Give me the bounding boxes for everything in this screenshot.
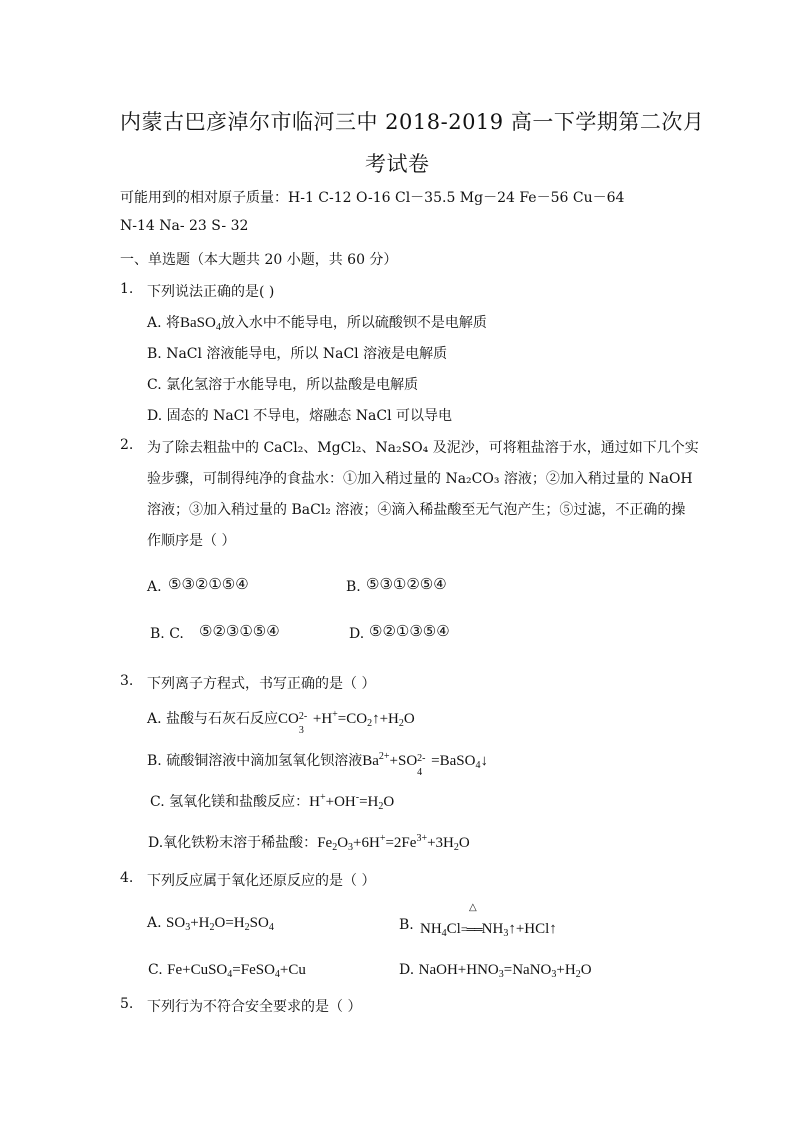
q1-option-a [147,312,487,332]
q3-option-a-label: A. 盐酸与石灰石反应 [147,711,279,727]
q3-option-c-label: C. 氢氧化镁和盐酸反应： [150,794,310,810]
q3-option-b-equation: $Ba^{2+}+SO$ 2- 4 =BaSO$_4$↓ [362,751,488,778]
q4-number: 4. [120,870,134,886]
q3-option-c [150,791,394,811]
q1-option-b: B. NaCl 溶液能导电，所以 NaCl 溶液是电解质 [147,346,448,362]
q2-number: 2. [120,437,134,453]
q2-option-b-label: B. [346,579,361,595]
q5-number: 5. [120,996,134,1012]
q3-stem: 下列离子方程式，书写正确的是（ ） [147,676,376,692]
page-title-line2: 考试卷 [365,152,430,176]
heat-symbol: △ [469,902,477,913]
q1-number: 1. [120,281,134,297]
q2-option-c-label: B. C. [150,626,184,642]
q3-option-b-label: B. 硫酸铜溶液中滴加氢氧化钡溶液 [147,753,363,769]
q3-option-d [148,832,470,852]
q2-line4: 作顺序是（ ） [147,533,236,549]
section-heading: 一、单选题（本大题共 20 小题，共 60 分） [120,252,398,268]
q3-option-d-label: D.氧化铁粉末溶于稀盐酸： [148,835,318,851]
q4-option-a-equation: $SO_3+H_2O=H_2SO_4$ [166,915,274,933]
q2-option-b: ⑤③①②⑤④ [366,575,447,593]
q2-line1: 为了除去粗盐中的 CaCl₂、MgCl₂、Na₂SO₄ 及泥沙，可将粗盐溶于水，通过如下几个实 [147,440,699,456]
q2-option-d-label: D. [349,626,365,642]
q2-option-c: ⑤②③①⑤④ [199,622,280,640]
q4-option-b [420,921,557,938]
q3-option-c-equation: $H^++OH^-=H_2O$ [309,792,395,812]
q4-option-d [399,962,592,979]
q3-option-a-equation: CO 2- 3 $+H^+=CO_2↑+H_2O$ [278,709,415,736]
q3-option-b [147,750,488,778]
q4-option-b-equation: $NH_4Cl=══NH_3↑+HCl↑$ [420,921,557,939]
q3-option-a [147,708,415,736]
q1-baso4-formula: BaSO$_4$ [180,315,221,333]
q2-line2: 验步骤，可制得纯净的食盐水：①加入稍过量的 Na₂CO₃ 溶液；②加入稍过量的 NaOH [147,471,693,487]
atomic-masses-line1: 可能用到的相对原子质量：H-1 C-12 O-16 Cl－35.5 Mg－24 Fe－56 Cu－64 [120,190,625,206]
q1-option-a-suffix: 放入水中不能导电，所以硫酸钡不是电解质 [220,315,487,331]
q1-stem: 下列说法正确的是( ) [147,284,275,300]
q3-option-d-equation: $Fe_2O_3+6H^+=2Fe^{3+}+3H_2O$ [317,833,470,853]
atomic-masses-line2: N-14 Na- 23 S- 32 [120,218,249,234]
q2-option-d: ⑤②①③⑤④ [369,622,450,640]
q4-option-c-equation: Fe+CuSO$_4$=FeSO$_4$+Cu [167,962,306,980]
page-title-line1: 内蒙古巴彦淖尔市临河三中 2018-2019 高一下学期第二次月 [120,110,705,134]
q2-option-a-label: A. [147,579,162,595]
q1-option-a-prefix: A. 将 [147,315,181,331]
q4-option-a [147,915,274,932]
q4-option-c [148,962,306,979]
q5-stem: 下列行为不符合安全要求的是（ ） [147,999,362,1015]
q1-option-c: C. 氯化氢溶于水能导电，所以盐酸是电解质 [147,377,419,393]
q4-option-a-label: A. [147,915,162,931]
q4-option-d-equation: $NaOH+HNO_3=NaNO_3+H_2O$ [418,962,592,980]
q2-line3: 溶液；③加入稍过量的 BaCl₂ 溶液；④滴入稀盐酸至无气泡产生；⑤过滤，不正确的操 [147,502,686,518]
q4-stem: 下列反应属于氧化还原反应的是（ ） [147,873,376,889]
q4-option-d-label: D. [399,962,415,978]
q1-option-d: D. 固态的 NaCl 不导电，熔融态 NaCl 可以导电 [147,408,452,424]
q4-option-b-label: B. [399,917,414,933]
q2-option-a: ⑤③②①⑤④ [168,575,249,593]
q4-option-c-label: C. [148,962,163,978]
q3-number: 3. [120,673,134,689]
